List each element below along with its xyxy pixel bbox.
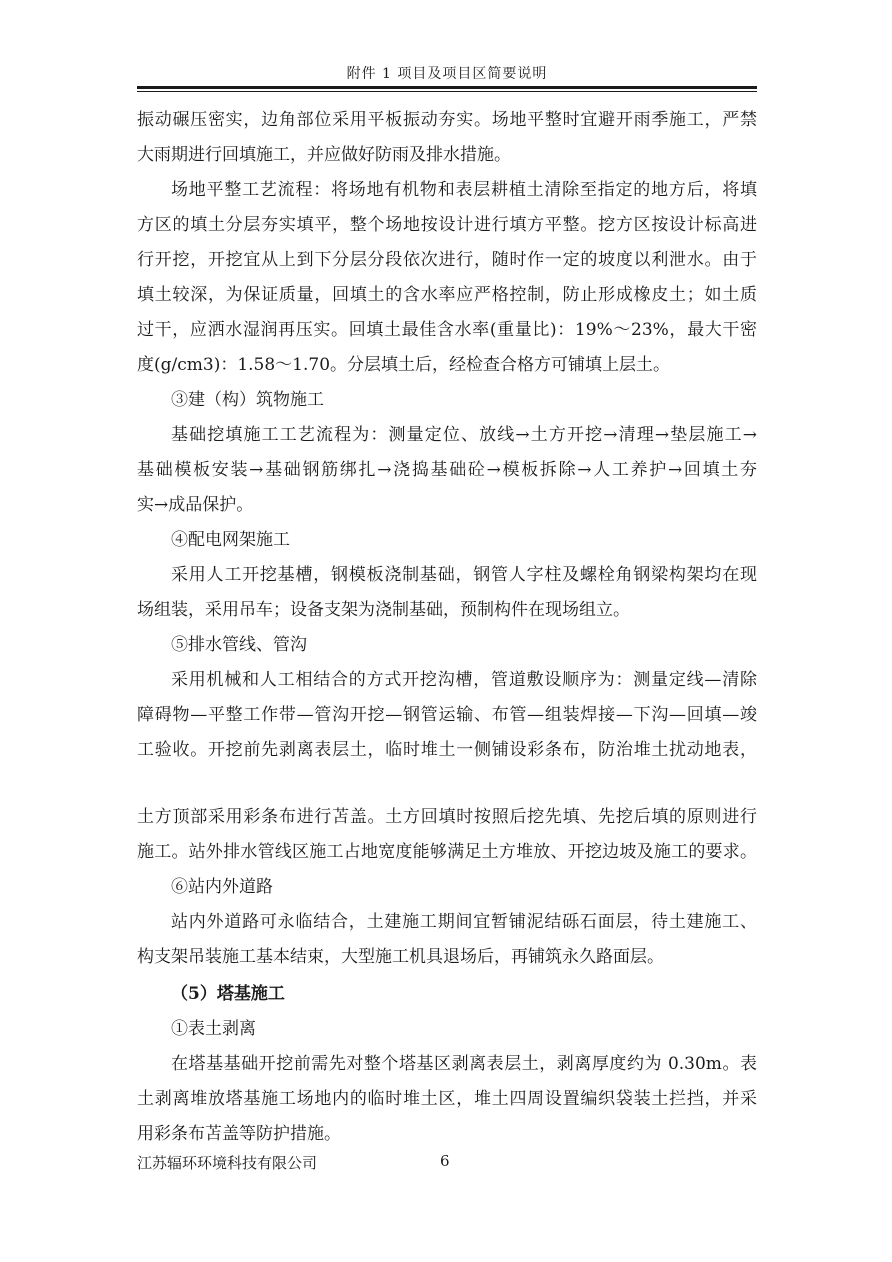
body-line: 工验收。开挖前先剥离表层土，临时堆土一侧铺设彩条布，防治堆土扰动地表， (137, 740, 757, 760)
section-heading: ①表土剥离 (171, 1019, 256, 1039)
section-heading: ⑤排水管线、管沟 (171, 635, 307, 655)
body-line: 场组装，采用吊车；设备支架为浇制基础，预制构件在现场组立。 (137, 600, 630, 620)
header-rule-thin (137, 91, 757, 92)
body-line: 大雨期进行回填施工，并应做好防雨及排水措施。 (137, 145, 511, 165)
body-line: 过干，应洒水湿润再压实。回填土最佳含水率(重量比)：19%～23%，最大干密 (137, 320, 757, 340)
section-heading: ⑥站内外道路 (171, 877, 273, 897)
section-heading: ③建（构）筑物施工 (171, 390, 324, 410)
body-line: 填土较深，为保证质量，回填土的含水率应严格控制，防止形成橡皮土；如土质 (137, 285, 757, 305)
section-heading: ④配电网架施工 (171, 530, 290, 550)
body-line: 土方顶部采用彩条布进行苫盖。土方回填时按照后挖先填、先挖后填的原则进行 (137, 807, 757, 827)
body-line: 土剥离堆放塔基施工场地内的临时堆土区，堆土四周设置编织袋装土拦挡，并采 (137, 1089, 757, 1109)
body-line: 实→成品保护。 (137, 495, 254, 515)
header-rule-thick (137, 86, 757, 89)
body-line: 用彩条布苫盖等防护措施。 (137, 1124, 341, 1144)
page-header: 附件 1 项目及项目区简要说明 (346, 66, 548, 82)
body-line: 采用人工开挖基槽，钢模板浇制基础，钢管人字柱及螺栓角钢梁构架均在现 (171, 565, 757, 585)
body-line: 基础模板安装→基础钢筋绑扎→浇捣基础砼→模板拆除→人工养护→回填土夯 (137, 460, 757, 480)
body-line: 度(g/cm3)：1.58～1.70。分层填土后，经检查合格方可铺填上层土。 (137, 355, 671, 375)
body-line: 障碍物—平整工作带—管沟开挖—钢管运输、布管—组装焊接—下沟—回填—竣 (137, 705, 757, 725)
body-line: 站内外道路可永临结合，土建施工期间宜暂铺泥结砾石面层，待土建施工、 (171, 912, 757, 932)
section-heading-bold: （5）塔基施工 (171, 984, 285, 1004)
page-number: 6 (440, 1152, 450, 1170)
body-line: 方区的填土分层夯实填平，整个场地按设计进行填方平整。挖方区按设计标高进 (137, 215, 757, 235)
body-line: 施工。站外排水管线区施工占地宽度能够满足土方堆放、开挖边坡及施工的要求。 (137, 842, 757, 862)
body-line: 振动碾压密实，边角部位采用平板振动夯实。场地平整时宜避开雨季施工，严禁 (137, 110, 757, 130)
body-line: 基础挖填施工工艺流程为：测量定位、放线→土方开挖→清理→垫层施工→ (171, 425, 757, 445)
body-line: 场地平整工艺流程：将场地有机物和表层耕植土清除至指定的地方后，将填 (171, 180, 757, 200)
body-line: 采用机械和人工相结合的方式开挖沟槽，管道敷设顺序为：测量定线—清除 (171, 670, 757, 690)
body-line: 行开挖，开挖宜从上到下分层分段依次进行，随时作一定的坡度以利泄水。由于 (137, 250, 757, 270)
footer-company: 江苏辐环环境科技有限公司 (137, 1154, 318, 1172)
body-line: 构支架吊装施工基本结束，大型施工机具退场后，再铺筑永久路面层。 (137, 947, 664, 967)
body-line: 在塔基基础开挖前需先对整个塔基区剥离表层土，剥离厚度约为 0.30m。表 (171, 1054, 757, 1074)
